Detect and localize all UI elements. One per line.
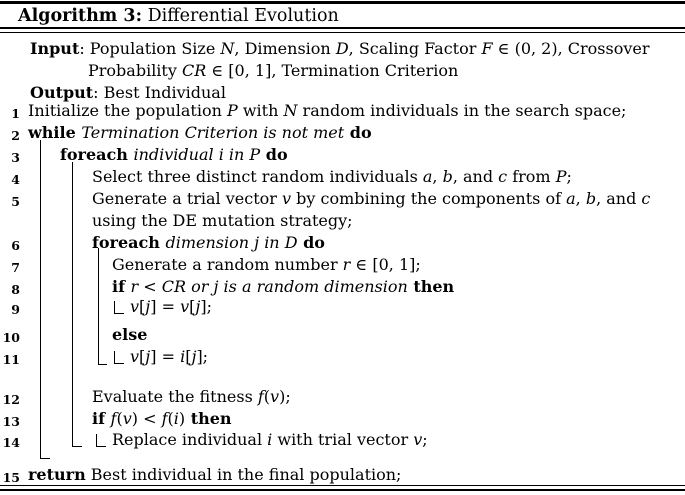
algo-line-11 (0, 347, 685, 369)
algo-line-6-text (92, 233, 325, 253)
text-segment: ] = (150, 297, 181, 316)
caption-row (0, 6, 685, 28)
text-segment: ] = (150, 347, 181, 366)
line-number: 12 (2, 392, 20, 407)
text-segment: CR (181, 61, 207, 80)
algo-line-5-text (92, 189, 650, 209)
text-segment: a (566, 189, 576, 208)
text-segment: v (130, 347, 140, 366)
text-segment: b (585, 189, 597, 208)
input-line-1-text (30, 39, 650, 59)
text-segment: : Best Individual (93, 83, 226, 102)
text-segment: v (413, 430, 423, 449)
block-end-hook (96, 434, 106, 447)
algo-line-4-text (92, 167, 572, 187)
algo-line-5-cont (0, 211, 685, 233)
line-number: 13 (2, 414, 20, 429)
line-number: 9 (11, 302, 20, 317)
text-segment: Initialize the population (28, 101, 227, 120)
text-segment: ) (178, 409, 186, 428)
text-segment: P (555, 167, 567, 186)
text-segment: with (237, 101, 284, 120)
text-segment: using the DE mutation strategy; (92, 211, 353, 230)
text-segment: Select three distinct random individuals (92, 167, 423, 186)
bottom-rule-lower (0, 489, 685, 492)
text-segment: i (173, 409, 179, 428)
text-segment: ∈ [0, 1]; (350, 255, 421, 274)
text-segment: Algorithm 3: (18, 6, 143, 26)
text-segment: return (28, 465, 86, 484)
line-number: 11 (2, 352, 20, 367)
text-segment: i (267, 430, 273, 449)
algo-line-5 (0, 189, 685, 211)
algo-line-6 (0, 233, 685, 255)
text-segment: ]; (200, 297, 212, 316)
input-line-2-text (88, 61, 458, 81)
text-segment: by combining the components of (291, 189, 567, 208)
text-segment: , (575, 189, 586, 208)
text-segment: ( (263, 387, 271, 406)
algo-line-7-text (112, 255, 421, 275)
text-segment: from (507, 167, 556, 186)
text-segment: Output (30, 83, 94, 102)
text-segment: [ (139, 347, 146, 366)
algo-line-3 (0, 145, 685, 167)
text-segment: , (432, 167, 443, 186)
text-segment: [ (185, 347, 192, 366)
algo-line-13 (0, 409, 685, 431)
line-number: 15 (2, 470, 20, 485)
text-segment: c (641, 189, 651, 208)
text-segment: ∈ (0, 2), Crossover (492, 39, 650, 58)
text-segment: Termination Criterion is not met (81, 123, 345, 142)
text-segment: N (283, 101, 298, 120)
text-segment: with trial vector (272, 430, 414, 449)
text-segment: ) < (131, 409, 162, 428)
block-end-hook (114, 301, 124, 314)
text-segment: foreach (60, 145, 134, 164)
text-segment: do (344, 123, 372, 142)
algo-line-1 (0, 101, 685, 123)
algo-line-7 (0, 255, 685, 277)
text-segment: Differential Evolution (142, 6, 339, 26)
algo-line-11-text (130, 347, 208, 367)
line-number: 3 (11, 150, 20, 165)
line-number: 5 (11, 194, 20, 209)
text-segment: N (220, 39, 235, 58)
text-segment: F (481, 39, 493, 58)
algo-line-10 (0, 325, 685, 347)
algo-line-8-text (112, 277, 454, 297)
output-line-text (30, 83, 226, 103)
text-segment: j (145, 347, 151, 366)
algo-line-15-text (28, 465, 401, 485)
text-segment: ∈ [0, 1], Termination Criterion (206, 61, 459, 80)
text-segment: , and (596, 189, 642, 208)
text-segment: j (191, 347, 197, 366)
text-segment: v (270, 387, 280, 406)
text-segment: dimension j in D (165, 233, 298, 252)
algo-line-2 (0, 123, 685, 145)
text-segment: Best individual in the final population; (85, 465, 402, 484)
text-segment: v (130, 297, 140, 316)
text-segment: j (195, 297, 201, 316)
line-number: 8 (11, 282, 20, 297)
algo-line-4 (0, 167, 685, 189)
algo-line-10-text (112, 325, 147, 345)
text-segment: then (185, 409, 232, 428)
text-segment: Generate a trial vector (92, 189, 283, 208)
input-line-2 (0, 61, 685, 83)
text-segment: c (498, 167, 508, 186)
text-segment: , Scaling Factor (348, 39, 482, 58)
line-number: 14 (2, 435, 20, 450)
text-segment: i (180, 347, 186, 366)
text-segment: v (282, 189, 292, 208)
algo-line-3-text (60, 145, 288, 165)
algo-line-14-text (112, 430, 428, 450)
algo-line-12-text (92, 387, 291, 407)
text-segment: f (110, 409, 117, 428)
caption-rule-lower (0, 32, 685, 33)
algo-line-12 (0, 387, 685, 409)
text-segment: if (92, 409, 111, 428)
algo-line-8 (0, 277, 685, 299)
input-line-1 (0, 39, 685, 61)
text-segment: a (422, 167, 433, 186)
text-segment: v (180, 297, 190, 316)
text-segment: then (407, 277, 455, 296)
block-end-hook (114, 351, 124, 364)
text-segment: D (335, 39, 349, 58)
text-segment: while (28, 123, 82, 142)
algo-line-2-text (28, 123, 372, 143)
text-segment: foreach (92, 233, 166, 252)
text-segment: [ (189, 297, 196, 316)
text-segment: P (226, 101, 238, 120)
caption-row-text (18, 6, 339, 26)
text-segment: r (342, 255, 351, 274)
text-segment: Probability (88, 61, 182, 80)
algo-line-9-text (130, 297, 212, 317)
line-number: 6 (11, 238, 20, 253)
text-segment: Input (30, 39, 80, 58)
algo-line-13-text (92, 409, 232, 429)
text-segment: , and (452, 167, 499, 186)
line-number: 4 (11, 172, 20, 187)
algo-line-5-cont-text (92, 211, 353, 231)
text-segment: : Population Size (79, 39, 221, 58)
text-segment: do (260, 145, 288, 164)
top-rule (0, 1, 685, 4)
text-segment: [ (139, 297, 146, 316)
text-segment: f (257, 387, 264, 406)
algo-line-14 (0, 430, 685, 452)
text-segment: ; (422, 430, 428, 449)
text-segment: ( (167, 409, 174, 428)
text-segment: f (161, 409, 168, 428)
text-segment: do (297, 233, 325, 252)
line-number: 10 (2, 330, 20, 345)
text-segment: , Dimension (234, 39, 336, 58)
text-segment: if (112, 277, 131, 296)
text-segment: ( (116, 409, 123, 428)
text-segment: Replace individual (112, 430, 268, 449)
text-segment: random individuals in the search space; (297, 101, 627, 120)
algo-line-9 (0, 297, 685, 319)
algo-line-15 (0, 465, 685, 487)
text-segment: individual i in P (133, 145, 261, 164)
line-number: 2 (11, 128, 20, 143)
text-segment: b (442, 167, 453, 186)
text-segment: r < CR or j is a random dimension (130, 277, 408, 296)
line-number: 7 (11, 260, 20, 275)
text-segment: Generate a random number (112, 255, 343, 274)
text-segment: ; (566, 167, 572, 186)
text-segment: Evaluate the fitness (92, 387, 258, 406)
text-segment: v (122, 409, 132, 428)
text-segment: else (112, 325, 148, 344)
text-segment: ]; (196, 347, 209, 366)
algo-line-1-text (28, 101, 626, 121)
line-number: 1 (11, 106, 20, 121)
text-segment: j (145, 297, 151, 316)
text-segment: ); (279, 387, 291, 406)
